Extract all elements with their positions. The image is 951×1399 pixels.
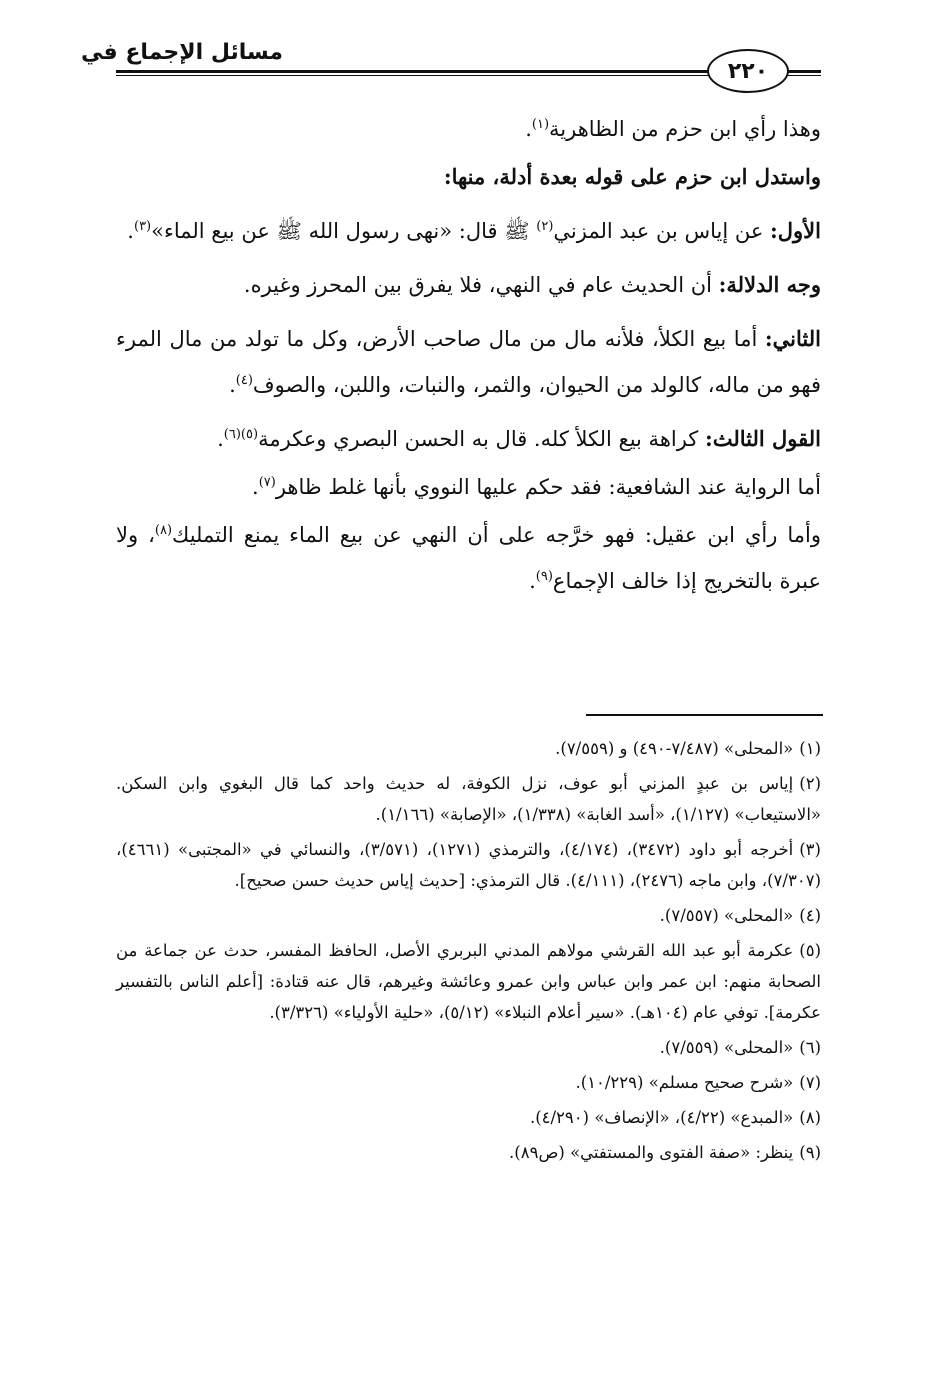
footnote-ref: (٣) xyxy=(133,219,152,234)
paragraph-4: وجه الدلالة: أن الحديث عام في النهي، فلا يفرق بين المحرز وغيره. xyxy=(243,272,821,297)
paragraph-8: وأما رأي ابن عقيل: فهو خرَّجه على أن النهي عن بيع الماء يمنع التمليك$^{(٨)}$، ولا عبرة بالتخريج إذا خالف الإجماع$^{(٩)}$. xyxy=(116,523,821,593)
footnote-8: (٨)«المبدع» (٤/٢٢)، «الإنصاف» (٤/٢٩٠). xyxy=(529,1108,821,1127)
footnote-5: (٥)عكرمة أبو عبد الله القرشي مولاهم المدني البربري الأصل، الحافظ المفسر، حدث عن جماعة من الصحابة منهم: ابن عمر وابن عباس وابن عمرو وعائشة وغيرهم، قال عنه قتادة: [أعلم الناس بالتفسير عكرمة]. توفي عام (١٠٤هـ). «سير أعلام النبلاء» (٥/١٢)، «حلية الأولياء» (٣/٣٢٦). xyxy=(116,941,821,1022)
lead-label: الثاني: xyxy=(764,326,821,351)
footnote-ref: (١) xyxy=(531,117,550,132)
footnotes-section xyxy=(116,733,821,1172)
footnote-ref: (٧) xyxy=(258,475,276,490)
lead-label: وجه الدلالة: xyxy=(718,272,821,297)
paragraph-5: الثاني: أما بيع الكلأ، فلأنه مال من مال صاحب الأرض، وكل ما تولد من مال المرء فهو من ماله، كالولد من الحيوان، والثمر، والنبات، واللبن، والصوف$^{(٤)}$. xyxy=(116,326,821,397)
lead-label: الأول: xyxy=(770,218,821,243)
footnote-ref: (٨) xyxy=(154,523,173,538)
footnote-9: (٩)ينظر: «صفة الفتوى والمستفتي» (ص٨٩). xyxy=(509,1143,821,1162)
lead-label: القول الثالث: xyxy=(704,426,821,451)
footnote-ref: (٢) xyxy=(536,219,554,234)
footnote-separator xyxy=(586,714,823,716)
footnote-4: (٤)«المحلى» (٧/٥٥٧). xyxy=(659,906,821,925)
footnote-3: (٣)أخرجه أبو داود (٣٤٧٢)، (٤/١٧٤)، والترمذي (١٢٧١)، (٣/٥٧١)، والنسائي في «المجتبى» (٤٦٦١)، (٧/٣٠٧)، وابن ماجه (٢٤٧٦)، (٤/١١١). قال الترمذي: [حديث إياس حديث حسن صحيح]. xyxy=(116,840,821,890)
footnote-6: (٦)«المحلى» (٧/٥٥٩). xyxy=(659,1038,821,1057)
running-header-title: مسائل الإجماع في xyxy=(81,40,283,65)
page-number: ٢٢٠ xyxy=(707,49,789,93)
main-text xyxy=(116,106,821,612)
footnote-7: (٧)«شرح صحيح مسلم» (١٠/٢٢٩). xyxy=(575,1073,821,1092)
paragraph-1: وهذا رأي ابن حزم من الظاهرية$^{(١)}$. xyxy=(525,117,821,141)
footnote-2: (٢)إياس بن عبدٍ المزني أبو عوف، نزل الكوفة، له حديث واحد كما قال البغوي وابن السكن. «الاستيعاب» (١/١٢٧)، «أسد الغابة» (١/٣٣٨)، «الإصابة» (١/١٦٦). xyxy=(116,774,821,824)
footnote-ref: (٤) xyxy=(235,373,253,388)
paragraph-3: الأول: عن إياس بن عبد المزني$^{(٢)}$ ﷺ قال: «نهى رسول الله ﷺ عن بيع الماء»$^{(٣)}$. xyxy=(127,218,821,243)
footnote-ref: (٩) xyxy=(535,569,553,584)
paragraph-2: واستدل ابن حزم على قوله بعدة أدلة، منها: xyxy=(443,164,821,189)
paragraph-7: أما الرواية عند الشافعية: فقد حكم عليها النووي بأنها غلط ظاهر$^{(٧)}$. xyxy=(252,475,821,499)
paragraph-6: القول الثالث: كراهة بيع الكلأ كله. قال به الحسن البصري وعكرمة$^{(٥)(٦)}$. xyxy=(217,426,821,451)
footnote-1: (١)«المحلى» (٧/٤٨٧-٤٩٠) و (٧/٥٥٩). xyxy=(555,739,821,758)
footnote-ref: (٥)(٦) xyxy=(223,427,259,442)
